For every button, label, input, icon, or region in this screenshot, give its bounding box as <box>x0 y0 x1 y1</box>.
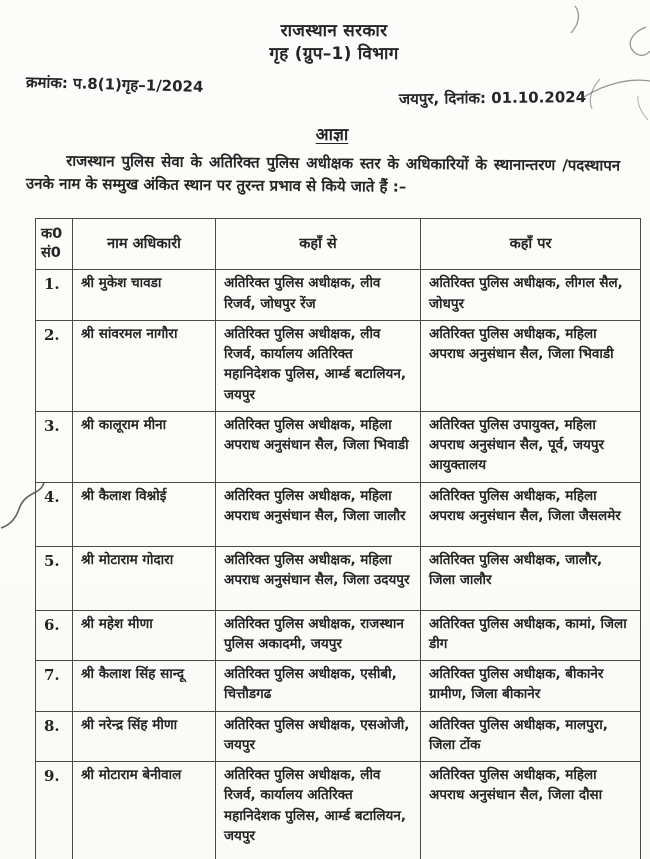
col-header-serial-line1: क0 <box>41 225 63 242</box>
to-posting-cell: अतिरिक्त पुलिस उपायुक्त, महिला अपराध अनुसंधान सैल, पूर्व, जयपुर आयुक्तालय <box>421 411 641 482</box>
officer-name-cell: श्री कैलाश विश्नोई <box>73 482 216 546</box>
from-posting-cell: अतिरिक्त पुलिस अधीक्षक, एसओजी, जयपुर <box>216 711 421 762</box>
to-posting-cell: अतिरिक्त पुलिस अधीक्षक, लीगल सैल, जोधपुर <box>421 270 641 321</box>
serial-cell: 9. <box>36 762 73 859</box>
document-header <box>0 0 650 108</box>
serial-cell: 5. <box>36 546 73 610</box>
serial-cell: 8. <box>36 711 73 762</box>
to-posting-cell: अतिरिक्त पुलिस अधीक्षक, कामां, जिला डीग <box>421 610 641 661</box>
serial-cell: 6. <box>36 610 73 661</box>
serial-cell: 2. <box>36 320 73 411</box>
officer-name-cell: श्री कालूराम मीना <box>73 411 216 482</box>
government-title: राजस्थान सरकार <box>280 21 388 41</box>
to-posting-cell: अतिरिक्त पुलिस अधीक्षक, जालौर, जिला जालौर <box>421 546 641 610</box>
to-posting-cell: अतिरिक्त पुलिस अधीक्षक, बीकानेर ग्रामीण, जिला बीकानेर <box>421 661 641 712</box>
to-posting-cell: अतिरिक्त पुलिस अधीक्षक, मालपुरा, जिला टोंक <box>421 711 641 762</box>
officer-name-cell: श्री मोटाराम बेनीवाल <box>73 762 216 859</box>
table-row <box>36 610 641 661</box>
from-posting-cell: अतिरिक्त पुलिस अधीक्षक, लीव रिजर्व, कार्यालय अतिरिक्त महानिदेशक पुलिस, आर्म्ड बटालियन, जयपुर <box>216 320 421 411</box>
serial-cell: 7. <box>36 661 73 712</box>
col-header-serial <box>36 219 73 270</box>
from-posting-cell: अतिरिक्त पुलिस अधीक्षक, लीव रिजर्व, कार्यालय अतिरिक्त महानिदेशक पुलिस, आर्म्ड बटालियन, जयपुर <box>216 762 421 859</box>
col-header-from: कहाँ से <box>216 219 421 270</box>
serial-cell: 3. <box>36 411 73 482</box>
officer-name-cell: श्री नरेन्द्र सिंह मीणा <box>73 711 216 762</box>
from-posting-cell: अतिरिक्त पुलिस अधीक्षक, महिला अपराध अनुसंधान सैल, जिला उदयपुर <box>216 546 421 610</box>
transfer-table <box>35 218 641 859</box>
intro-paragraph: राजस्थान पुलिस सेवा के अतिरिक्त पुलिस अधीक्षक स्तर के अधिकारियों के स्थानान्तरण /पदस्थापन उनके नाम के सम्मुख अंकित स्थान पर तुरन्त प्रभाव से किये जाते हैं :– <box>25 151 621 196</box>
department-title: गृह (ग्रुप–1) विभाग <box>269 43 399 64</box>
to-posting-cell: अतिरिक्त पुलिस अधीक्षक, महिला अपराध अनुसंधान सैल, जिला भिवाडी <box>421 320 641 411</box>
col-header-to: कहाँ पर <box>421 219 641 270</box>
officer-name-cell: श्री सांवरमल नागौरा <box>73 320 216 411</box>
reference-row <box>0 72 650 108</box>
order-heading: आज्ञा <box>315 124 349 145</box>
place-and-date: जयपुर, दिनांक: 01.10.2024 <box>398 87 587 108</box>
officer-name-cell: श्री मोटाराम गोदारा <box>73 546 216 610</box>
serial-cell: 4. <box>36 482 73 546</box>
table-row <box>36 270 641 321</box>
table-row <box>36 482 641 546</box>
officer-name-cell: श्री मुकेश चावडा <box>73 270 216 321</box>
table-row <box>36 546 641 610</box>
table-row <box>36 711 641 762</box>
from-posting-cell: अतिरिक्त पुलिस अधीक्षक, लीव रिजर्व, जोधपुर रेंज <box>216 270 421 321</box>
reference-number: क्रमांक: प.8(1)गृह–1/2024 <box>25 72 204 96</box>
serial-cell: 1. <box>36 270 73 321</box>
from-posting-cell: अतिरिक्त पुलिस अधीक्षक, महिला अपराध अनुसंधान सैल, जिला भिवाडी <box>216 411 421 482</box>
table-row <box>36 411 641 482</box>
col-header-serial-line2: सं0 <box>41 245 61 262</box>
from-posting-cell: अतिरिक्त पुलिस अधीक्षक, एसीबी, चित्तौडगढ <box>216 661 421 712</box>
table-header-row <box>36 219 641 270</box>
to-posting-cell: अतिरिक्त पुलिस अधीक्षक, महिला अपराध अनुसंधान सैल, जिला जैसलमेर <box>421 482 641 546</box>
from-posting-cell: अतिरिक्त पुलिस अधीक्षक, राजस्थान पुलिस अकादमी, जयपुर <box>216 610 421 661</box>
officer-name-cell: श्री महेश मीणा <box>73 610 216 661</box>
col-header-name: नाम अधिकारी <box>73 219 216 270</box>
table-row <box>36 762 641 859</box>
to-posting-cell: अतिरिक्त पुलिस अधीक्षक, महिला अपराध अनुसंधान सैल, जिला दौसा <box>421 762 641 859</box>
table-row <box>36 661 641 712</box>
officer-name-cell: श्री कैलाश सिंह सान्दू <box>73 661 216 712</box>
from-posting-cell: अतिरिक्त पुलिस अधीक्षक, महिला अपराध अनुसंधान सैल, जिला जालौर <box>216 482 421 546</box>
table-row <box>36 320 641 411</box>
